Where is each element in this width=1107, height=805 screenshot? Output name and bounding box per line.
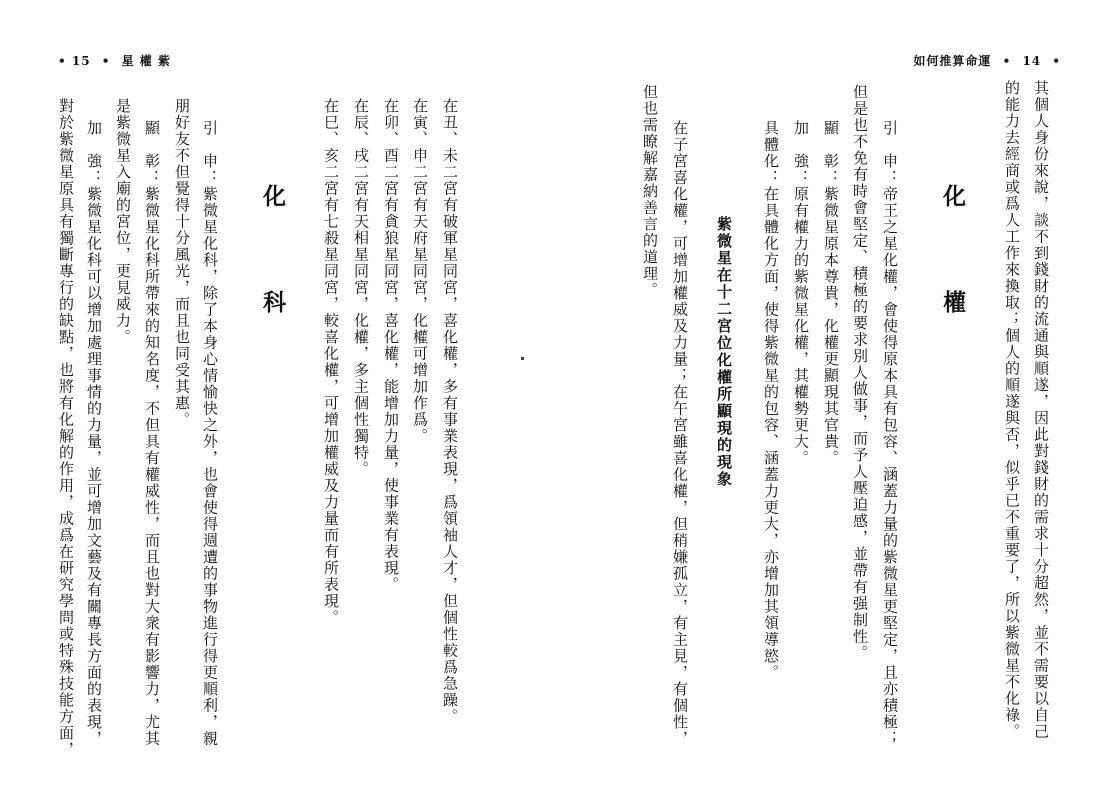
body-line: 顯 彰：紫微星化科所帶來的知名度，不但具有權威性，而且也對大衆有影響力，尤其 xyxy=(143,120,161,747)
right-running-title: 如何推算命運 xyxy=(913,54,992,68)
body-line: 在辰、戌二宮有天相星同宮，化權，多主個性獨特。 xyxy=(352,98,370,478)
left-page-number: 15 xyxy=(71,54,91,68)
subheading: 紫微星在十二宮位化權所顯現的現象 xyxy=(715,216,733,488)
body-line: 引 申：紫微星化科，除了本身心情愉快之外，也會使得週遭的事物進行得更順利，親 xyxy=(201,120,219,747)
body-line: 但也需瞭解嘉納善言的道理。 xyxy=(641,84,659,299)
body-line: 顯 彰：紫微星原本尊貴，化權更顯現其官貴。 xyxy=(822,120,840,467)
body-line: 的能力去經商或爲人工作來換取；個人的順遂與否，似乎已不重要了，所以紫微星不化祿。 xyxy=(1003,80,1021,740)
body-line: 引 申：帝王之星化權，會使得原本具有包容、涵蓋力量的紫微星更堅定，且亦積極； xyxy=(881,120,899,747)
section-title-hua-ke: 化 科 xyxy=(259,184,286,343)
body-line: 是紫微星入廟的宮位，更見威力。 xyxy=(114,98,132,346)
body-line: 在子宮喜化權，可增加權威及力量；在午宮雖喜化權，但稍嫌孤立，有主見，有個性， xyxy=(671,120,689,747)
body-line: 但是也不免有時會堅定、積極的要求別人做事，而予人壓迫感，並帶有强制性。 xyxy=(851,84,869,662)
body-line: 在丑、未二宮有破軍星同宮，喜化權，多有事業表現，爲領袖人才，但個性較爲急躁。 xyxy=(441,98,459,725)
right-page-number: 14 xyxy=(1022,54,1042,68)
body-line: 在巳、亥二宮有七殺星同宮，較喜化權，可增加權威及力量而有所表現。 xyxy=(322,98,340,626)
body-line: 朋好友不但覺得十分風光，而且也同受其惠。 xyxy=(173,98,191,428)
left-running-title: 星 權 紫 xyxy=(121,54,171,68)
gutter-mark xyxy=(521,357,524,360)
left-page xyxy=(0,0,552,805)
body-line: 其個人身份來說，談不到錢財的流通與順遂，因此對錢財的需求十分超然，並不需要以自己 xyxy=(1032,80,1050,740)
body-line: 在寅、申二宮有天府星同宮，化權可增加作爲。 xyxy=(411,98,429,445)
body-line: 加 強：紫微星化科可以增加處理事情的力量，並可增加文藝及有關專長方面的表現， xyxy=(85,120,103,747)
right-page xyxy=(552,0,1107,805)
body-line: 加 強：原有權力的紫微星化權，其權勢更大。 xyxy=(792,120,810,467)
body-line: 在卯、酉二宮有貪狼星同宮，喜化權，能增加力量，使事業有表現。 xyxy=(382,98,400,593)
left-page-header: • 15 • 星 權 紫 xyxy=(58,54,171,68)
body-line: 具體化：在具體化方面，使得紫微星的包容、涵蓋力更大，亦增加其領導慾。 xyxy=(762,120,780,681)
right-page-header: 如何推算命運 • 14 • xyxy=(913,54,1061,68)
section-title-hua-quan: 化 權 xyxy=(939,184,966,343)
body-line: 對於紫微星原具有獨斷專行的缺點，也將有化解的作用，成爲在研究學問或特殊技能方面， xyxy=(57,98,75,758)
